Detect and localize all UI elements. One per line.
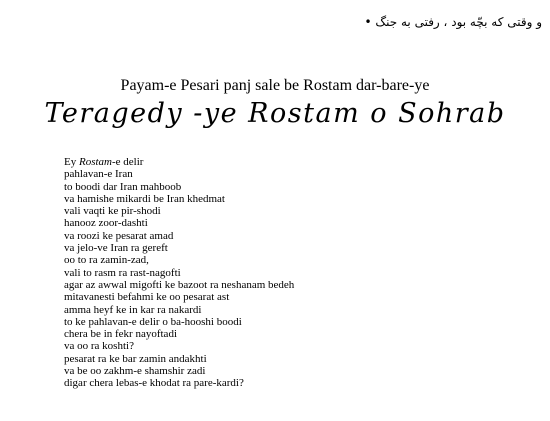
poem-line: hanooz zoor-dashti	[64, 217, 148, 230]
poem-line: vali vaqti ke pir-shodi	[64, 205, 161, 218]
poem-line-prefix: Ey	[64, 156, 79, 168]
poem-line-rest: -e delir	[111, 156, 144, 168]
page-subtitle: Payam-e Pesari panj sale be Rostam dar-bare-ye	[120, 77, 430, 94]
poem-line: chera be in fekr nayoftadi	[64, 328, 177, 341]
poem-line: vali to rasm ra rast-nagofti	[64, 266, 181, 279]
poem-line: oo to ra zamin-zad,	[64, 254, 149, 267]
poem-line: va roozi ke pesarat amad	[64, 229, 174, 242]
poem-line: to ke pahlavan-e delir o ba-hooshi boodi	[64, 315, 242, 328]
page-title: Teragedy -ye Rostam o Sohrab	[44, 98, 506, 129]
poem-line: va oo ra koshti?	[64, 340, 134, 353]
poem-line: mitavanesti befahmi ke oo pesarat ast	[64, 291, 230, 304]
poem-line: digar chera lebas-e khodat ra pare-kardi?	[64, 377, 244, 390]
poem-line-first	[64, 156, 544, 168]
poem-line: pahlavan-e Iran	[64, 168, 133, 181]
poem-line: va hamishe mikardi be Iran khedmat	[64, 192, 225, 205]
poem-body	[64, 156, 544, 390]
poem-line: va be oo zakhm-e shamshir zadi	[64, 365, 206, 378]
poem-line: pesarat ra ke bar zamin andakhti	[64, 352, 207, 365]
persian-header-line: و وقتی که بچّه بود ، رفتی به جنگ •	[364, 15, 542, 29]
poem-line-name: Rostam	[78, 156, 112, 168]
poem-line: amma heyf ke in kar ra nakardi	[64, 303, 202, 316]
poem-line: to boodi dar Iran mahboob	[64, 180, 182, 193]
poem-line: agar az awwal migofti ke bazoot ra neshanam bedeh	[64, 278, 295, 291]
poem-line: va jelo-ve Iran ra gereft	[64, 242, 168, 255]
